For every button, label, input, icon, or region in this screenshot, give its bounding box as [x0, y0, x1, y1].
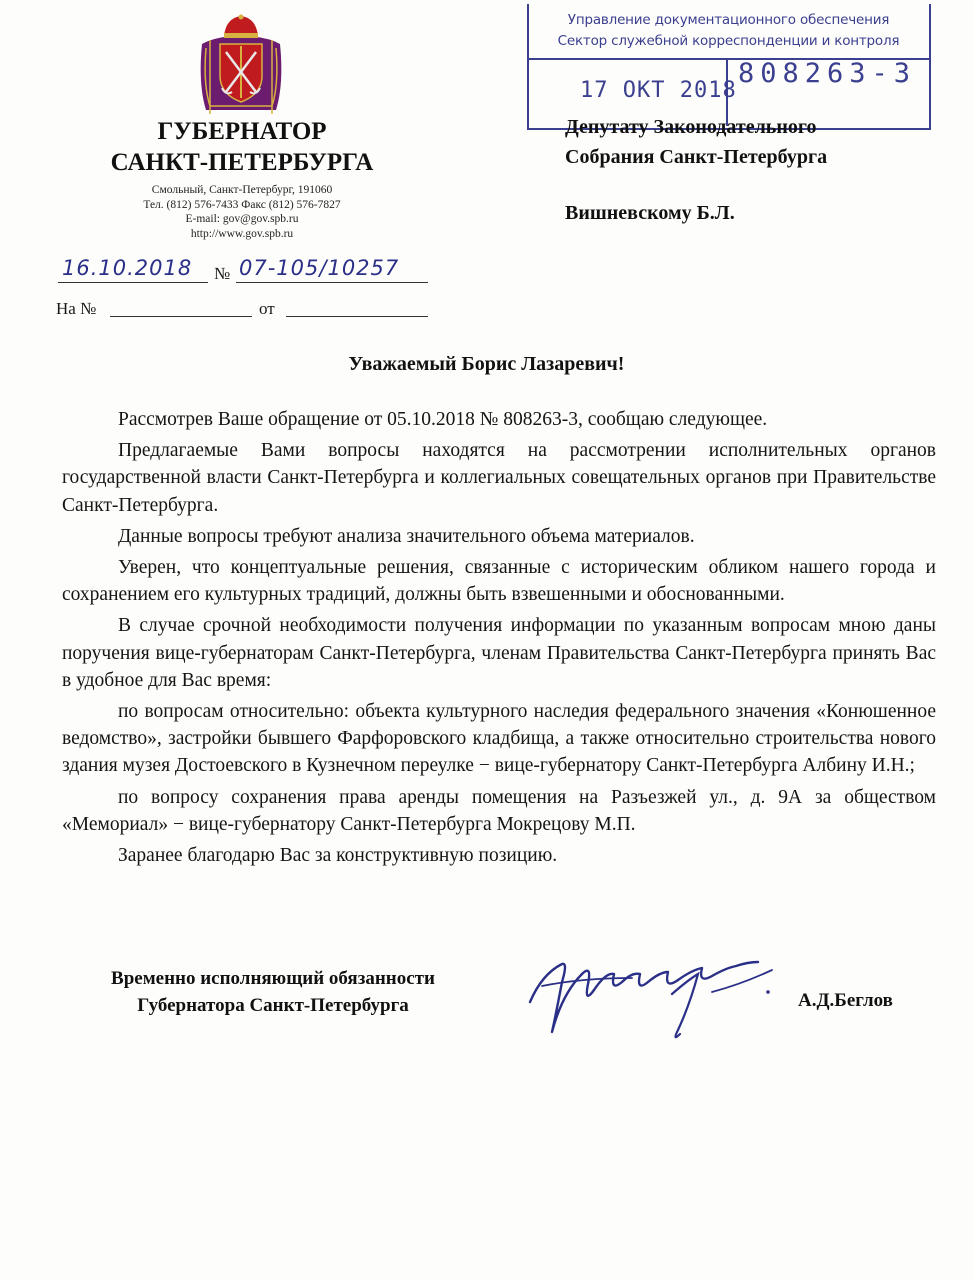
stamp-date: 17 ОКТ 2018 — [580, 78, 737, 103]
issuer-website: http://www.gov.spb.ru — [190, 227, 294, 240]
signer-position-line2: Губернатора Санкт-Петербурга — [137, 995, 409, 1016]
paragraph-8: Заранее благодарю Вас за конструктивную позицию. — [118, 845, 558, 867]
addressee-line2: Собрания Санкт-Петербурга — [565, 146, 828, 168]
stamp-number: 808263-3 — [738, 58, 917, 89]
paragraph-4: Уверен, что концептуальные решения, связанные с историческим обликом нашего города и сохранением его культурных традиций, должны быть взвешенными и обоснованными. — [62, 557, 936, 606]
addressee-block — [565, 112, 965, 172]
outgoing-number: 07-105/10257 — [239, 256, 400, 280]
stamp-line2: Сектор служебной корреспонденции и контроля — [557, 33, 900, 49]
letter-body — [62, 406, 936, 869]
issuer-phones: Тел. (812) 576-7433 Факс (812) 576-7827 — [143, 198, 341, 211]
issuer-contacts — [96, 183, 388, 241]
signer-position-line1: Временно исполняющий обязанности — [111, 968, 435, 989]
addressee-name: Вишневскому Б.Л. — [565, 202, 735, 224]
paragraph-7: по вопросу сохранения права аренды помещения на Разъезжей ул., д. 9А за обществом «Мемориал» − вице-губернатору Санкт-Петербурга Мокрецову М.П. — [62, 786, 936, 835]
issuer-title — [96, 116, 388, 178]
issuer-title-line1: ГУБЕРНАТОР — [157, 118, 327, 145]
handwritten-signature — [522, 934, 792, 1049]
paragraph-6: по вопросам относительно: объекта культурного наследия федерального значения «Конюшенное ведомство», застройки бывшего Фарфоровского кладбища, а также относительно строительства нового здания музея Достоевского в Кузнечном переулке − вице-губернатору Санкт-Петербурга Албину И.Н.; — [62, 701, 936, 777]
signer-name: А.Д.Беглов — [798, 990, 893, 1011]
stamp-department — [536, 10, 921, 52]
reply-to-label: На № — [56, 299, 97, 318]
outgoing-number-sign: № — [214, 264, 231, 283]
reply-from-line — [286, 316, 428, 317]
paragraph-1: Рассмотрев Ваше обращение от 05.10.2018 № 808263-3, сообщаю следующее. — [118, 409, 768, 430]
date-underline — [58, 282, 208, 283]
reply-to-line — [110, 316, 252, 317]
addressee-line1: Депутату Законодательного — [565, 116, 817, 138]
stamp-line1: Управление документационного обеспечения — [567, 12, 890, 28]
issuer-address: Смольный, Санкт-Петербург, 191060 — [151, 184, 333, 196]
paragraph-2: Предлагаемые Вами вопросы находятся на рассмотрении исполнительных органов государственной власти Санкт-Петербурга и коллегиальных совещательных органов при Правительстве Санкт-Петербурга. — [62, 440, 936, 516]
salutation: Уважаемый Борис Лазаревич! — [348, 353, 625, 375]
outgoing-date: 16.10.2018 — [62, 256, 193, 280]
paragraph-3: Данные вопросы требуют анализа значительного объема материалов. — [118, 525, 695, 547]
reply-from-label: от — [259, 299, 275, 318]
coat-of-arms-icon — [196, 14, 286, 118]
number-underline — [236, 282, 428, 283]
paragraph-5: В случае срочной необходимости получения информации по указанным вопросам мною даны поручения вице-губернаторам Санкт-Петербурга, членам Правительства Санкт-Петербурга принять Вас в удобное для Вас время: — [62, 615, 936, 691]
issuer-email: E-mail: gov@gov.spb.ru — [185, 213, 299, 225]
issuer-title-line2: САНКТ-ПЕТЕРБУРГА — [110, 149, 374, 176]
signer-position — [58, 965, 488, 1019]
